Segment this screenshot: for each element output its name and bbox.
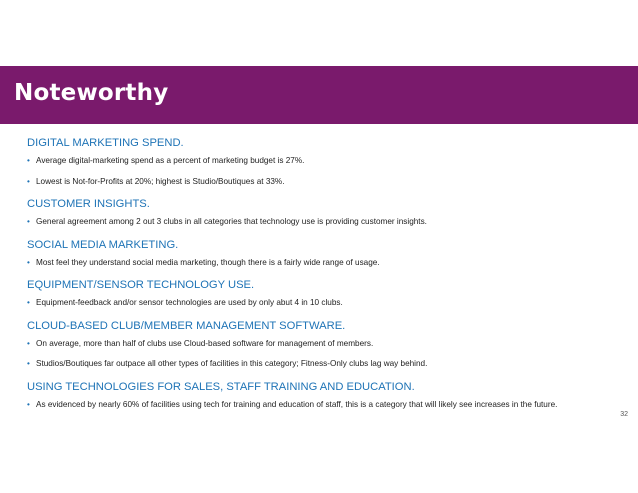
section-social-media-marketing — [27, 238, 617, 269]
bullet-text: General agreement among 2 out 3 clubs in all categories that technology use is providing customer insights. — [36, 217, 427, 226]
bullet-item — [27, 217, 617, 228]
section-sales-staff-training — [27, 380, 617, 411]
bullet-dot-icon: • — [27, 156, 30, 165]
section-customer-insights — [27, 197, 617, 228]
bullet-item — [27, 298, 617, 309]
slide-title: Noteworthy — [14, 80, 169, 106]
slide-content — [27, 136, 617, 420]
bullet-dot-icon: • — [27, 359, 30, 368]
bullet-dot-icon: • — [27, 176, 30, 186]
bullet-item — [27, 359, 617, 370]
section-equipment-sensor-technology — [27, 278, 617, 309]
bullet-item — [27, 400, 617, 411]
bullet-text: As evidenced by nearly 60% of facilities using tech for training and education of staff, this is a category that will likely see increases in the future. — [36, 399, 558, 409]
bullet-text: Average digital-marketing spend as a percent of marketing budget is 27%. — [36, 156, 305, 165]
section-heading: SOCIAL MEDIA MARKETING. — [27, 238, 179, 251]
bullet-dot-icon: • — [27, 338, 30, 348]
bullet-dot-icon: • — [27, 217, 30, 226]
section-heading: DIGITAL MARKETING SPEND. — [27, 137, 184, 149]
bullet-item — [27, 156, 617, 167]
section-heading: USING TECHNOLOGIES FOR SALES, STAFF TRAINING AND EDUCATION. — [27, 380, 415, 393]
section-heading: EQUIPMENT/SENSOR TECHNOLOGY USE. — [27, 279, 255, 291]
bullet-text: Equipment-feedback and/or sensor technologies are used by only abut 4 in 10 clubs. — [36, 298, 343, 307]
section-digital-marketing-spend — [27, 136, 617, 187]
bullet-dot-icon: • — [27, 257, 30, 267]
bullet-item — [27, 339, 617, 350]
bullet-text: On average, more than half of clubs use Cloud-based software for management of members. — [36, 338, 374, 348]
section-heading: CUSTOMER INSIGHTS. — [27, 198, 150, 210]
bullet-item — [27, 177, 617, 188]
bullet-text: Lowest is Not-for-Profits at 20%; highest is Studio/Boutiques at 33%. — [36, 176, 285, 186]
bullet-dot-icon: • — [27, 399, 30, 409]
bullet-dot-icon: • — [27, 298, 30, 307]
bullet-text: Studios/Boutiques far outpace all other types of facilities in this category; Fitness-Only clubs lag way behind. — [36, 359, 428, 368]
page-number: 32 — [620, 411, 628, 418]
bullet-item — [27, 258, 617, 269]
bullet-text: Most feel they understand social media marketing, though there is a fairly wide range of usage. — [36, 257, 380, 267]
section-cloud-based-software — [27, 319, 617, 370]
section-heading: CLOUD-BASED CLUB/MEMBER MANAGEMENT SOFTWARE. — [27, 319, 346, 332]
title-bar — [0, 66, 638, 124]
